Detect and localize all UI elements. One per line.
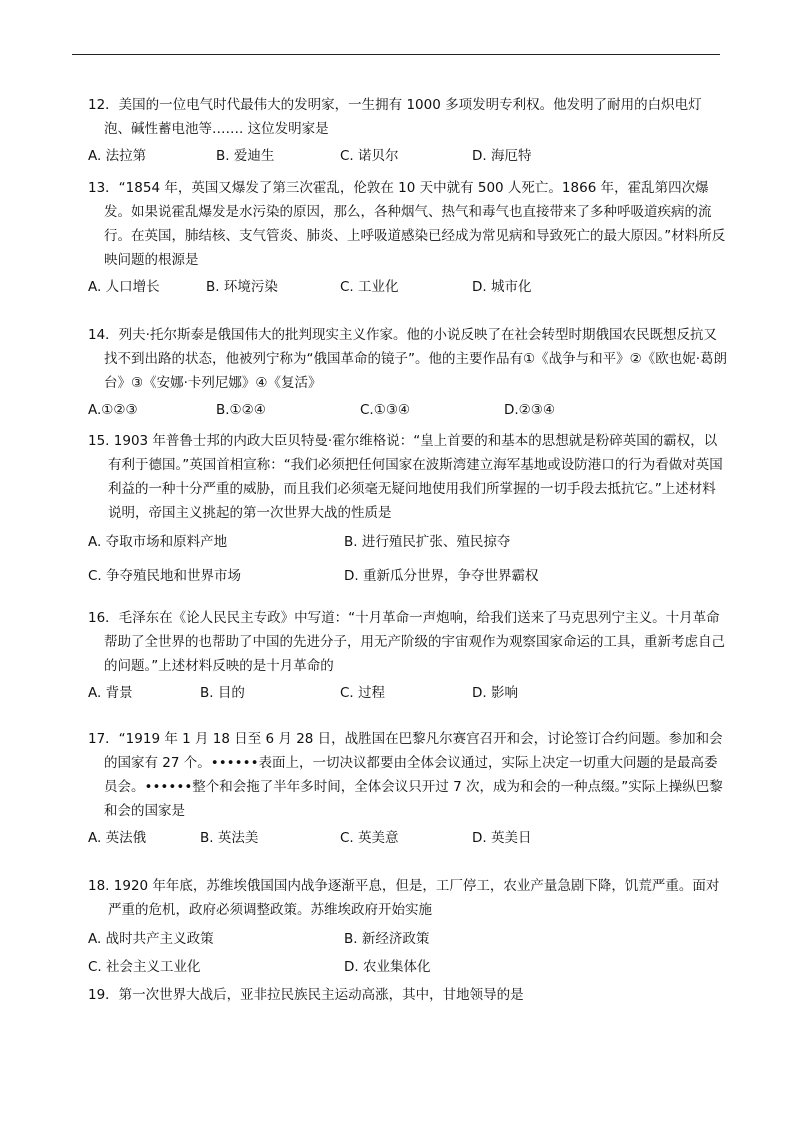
question-stem: 18. 1920 年年底，苏维埃俄国国内战争逐渐平息，但是，工厂停工，农业产量急剧下降，饥荒严重。面对严重的危机，政府必须调整政策。苏维埃政府开始实施 — [88, 878, 720, 918]
question-stem: 16．毛泽东在《论人民民主专政》中写道：“十月革命一声炮响，给我们送来了马克思列宁主义。十月革命帮助了全世界的也帮助了中国的先进分子，用无产阶级的宇宙观作为观察国家命运的工具，重新考虑自己的问题。”上述材料反映的是十月革命的 — [88, 610, 725, 674]
option-a[interactable]: A.①②③ — [88, 402, 138, 418]
question-stem: 15. 1903 年普鲁士邦的内政大臣贝特曼·霍尔维格说：“皇上首要的和基本的思想就是粉碎英国的霸权，以有利于德国。”英国首相宣称：“我们必须把任何国家在波斯湾建立海军基地或设防港口的行为看做对英国利益的一种十分严重的威胁，而且我们必须毫无疑问地使用我们所掌握的一切手段去抵抗它。”上述材料说明，帝国主义挑起的第一次世界大战的性质是 — [88, 433, 723, 521]
question-stem: 19．第一次世界大战后，亚非拉民族民主运动高涨，其中，甘地领导的是 — [88, 987, 524, 1003]
option-d[interactable]: D. 英美日 — [472, 830, 532, 846]
option-b[interactable]: B. 新经济政策 — [344, 931, 430, 947]
option-a[interactable]: A. 夺取市场和原料产地 — [88, 534, 228, 550]
option-d[interactable]: D. 影响 — [472, 685, 518, 701]
option-d[interactable]: D. 城市化 — [472, 279, 532, 295]
options-row — [88, 398, 728, 422]
option-c[interactable]: C. 诺贝尔 — [340, 148, 399, 164]
option-a[interactable]: A. 法拉第 — [88, 148, 147, 164]
header-rule — [72, 54, 720, 55]
option-d[interactable]: D. 重新瓜分世界，争夺世界霸权 — [344, 568, 539, 584]
question-stem: 12．美国的一位电气时代最伟大的发明家，一生拥有 1000 多项发明专利权。他发明了耐用的白炽电灯泡、碱性蓄电池等……. 这位发明家是 — [88, 97, 702, 137]
option-d[interactable]: D. 海厄特 — [472, 148, 532, 164]
options-row — [88, 955, 728, 979]
question-stem: 13．“1854 年，英国又爆发了第三次霍乱，伦敦在 10 天中就有 500 人死亡。1866 年，霍乱第四次爆发。如果说霍乱爆发是水污染的原因，那么，各种烟气、热气和毒气也直接带来了多种呼吸道疾病的流行。在英国，肺结核、支气管炎、肺炎、上呼吸道感染已经成为常见病和导致死亡的最大原因。”材料所反映问题的根源是 — [88, 180, 726, 268]
question-19 — [88, 983, 728, 1007]
question-13 — [88, 176, 728, 299]
option-b[interactable]: B.①②④ — [216, 402, 266, 418]
option-b[interactable]: B. 进行殖民扩张、殖民掠夺 — [344, 534, 511, 550]
options-row — [88, 275, 728, 299]
options-row — [88, 530, 728, 554]
option-a[interactable]: A. 背景 — [88, 685, 133, 701]
question-stem: 14．列夫·托尔斯泰是俄国伟大的批判现实主义作家。他的小说反映了在社会转型时期俄国农民既想反抗又找不到出路的状态，他被列宁称为“俄国革命的镜子”。他的主要作品有①《战争与和平》②《欧也妮·葛朗台》③《安娜·卡列尼娜》④《复活》 — [88, 327, 727, 391]
question-18 — [88, 874, 728, 979]
option-c[interactable]: C.①③④ — [360, 402, 411, 418]
option-c[interactable]: C. 过程 — [340, 685, 386, 701]
question-16 — [88, 606, 728, 705]
option-a[interactable]: A. 英法俄 — [88, 830, 147, 846]
option-c[interactable]: C. 争夺殖民地和世界市场 — [88, 568, 242, 584]
options-row — [88, 927, 728, 951]
option-b[interactable]: B. 目的 — [200, 685, 245, 701]
question-15 — [88, 429, 728, 588]
question-12 — [88, 93, 728, 168]
options-row — [88, 826, 728, 850]
options-row — [88, 144, 728, 168]
question-17 — [88, 727, 728, 850]
option-b[interactable]: B. 爱迪生 — [216, 148, 275, 164]
options-row — [88, 681, 728, 705]
question-14 — [88, 323, 728, 422]
option-c[interactable]: C. 工业化 — [340, 279, 399, 295]
option-a[interactable]: A. 战时共产主义政策 — [88, 931, 214, 947]
option-b[interactable]: B. 英法美 — [200, 830, 259, 846]
option-c[interactable]: C. 英美意 — [340, 830, 399, 846]
option-d[interactable]: D. 农业集体化 — [344, 959, 431, 975]
question-stem: 17．“1919 年 1 月 18 日至 6 月 28 日，战胜国在巴黎凡尔赛宫召开和会，讨论签订合约问题。参加和会的国家有 27 个。••••••表面上，一切决议都要由全体会议通过，实际上决定一切重大问题的是最高委员会。••••••整个和会拖了半年多时间，全体会议只开过 7 次，成为和会的一种点缀。”实际上操纵巴黎和会的国家是 — [88, 731, 723, 819]
options-row — [88, 564, 728, 588]
option-d[interactable]: D.②③④ — [504, 402, 555, 418]
option-a[interactable]: A. 人口增长 — [88, 279, 160, 295]
option-b[interactable]: B. 环境污染 — [206, 279, 278, 295]
option-c[interactable]: C. 社会主义工业化 — [88, 959, 201, 975]
